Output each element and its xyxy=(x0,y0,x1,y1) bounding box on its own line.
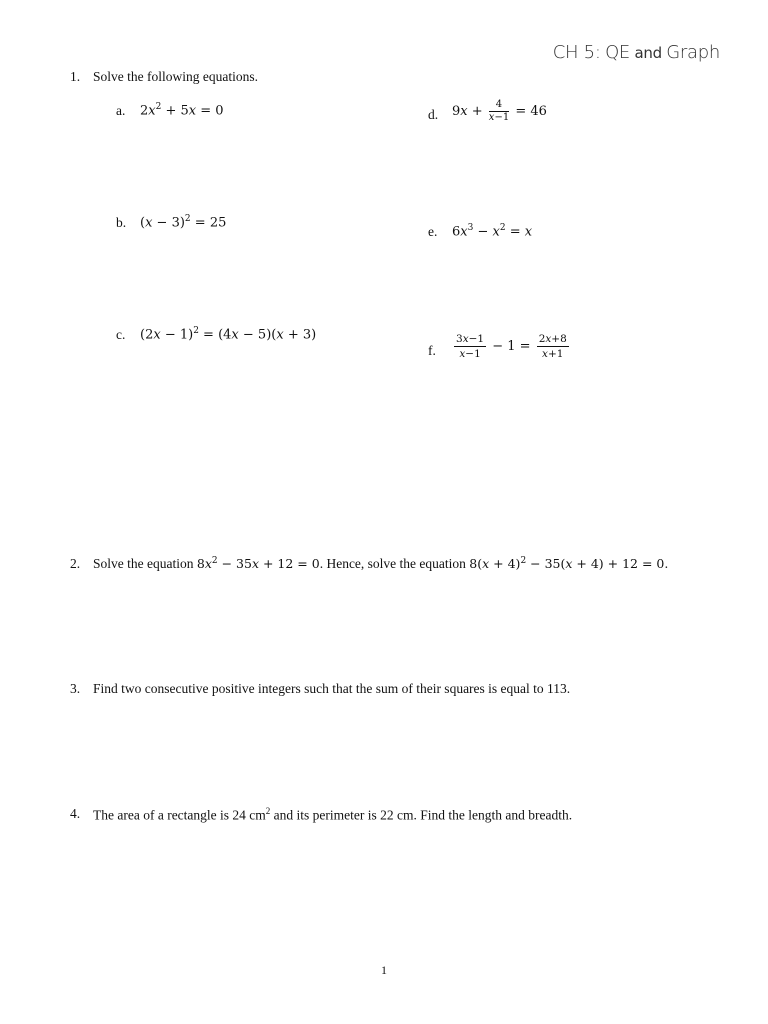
header-graph: Graph xyxy=(666,42,720,63)
q1c-label: c. xyxy=(116,327,126,342)
q2-text-b: . Hence, solve the equation xyxy=(319,556,466,572)
q2-number: 2. xyxy=(70,556,81,571)
q2-text xyxy=(93,556,668,572)
q1b-equation: $(x - 3)^2 = 25$ xyxy=(140,214,227,231)
q4-text-a: The area of a rectangle is 24 cm xyxy=(93,807,266,823)
chapter-header xyxy=(553,42,720,63)
q1d-equation: 9x + $\frac{4}{x-1}$ = 46 xyxy=(452,99,547,123)
q4-number: 4. xyxy=(70,806,81,821)
q1a-label: a. xyxy=(116,103,126,118)
q1d-label: d. xyxy=(428,107,439,122)
q2-equation-2: $8(x + 4)^2 - 35(x + 4) + 12 = 0$. xyxy=(469,556,669,572)
q1f-label: f. xyxy=(428,343,436,358)
q1-number: 1. xyxy=(70,69,81,84)
q1-text: Solve the following equations. xyxy=(93,69,258,84)
q2-text-a: Solve the equation xyxy=(93,556,194,572)
header-and: and xyxy=(634,44,662,62)
header-qe: QE xyxy=(605,42,631,63)
q2-equation-1: $8x^2 - 35x + 12 = 0$ xyxy=(196,556,320,572)
q4-text xyxy=(93,806,572,824)
page-number: 1 xyxy=(381,963,387,977)
q4-text-b: and its perimeter is 22 cm. Find the length and breadth. xyxy=(270,807,573,823)
header-chapter: CH 5: xyxy=(552,42,601,63)
q3-text: Find two consecutive positive integers such that the sum of their squares is equal to 113. xyxy=(93,681,571,696)
q4-superscript: 2 xyxy=(265,806,271,816)
q1a-equation: $2x^2 + 5x = 0$ xyxy=(140,102,224,119)
q1b-label: b. xyxy=(116,215,127,230)
q1e-label: e. xyxy=(428,224,438,239)
q3-number: 3. xyxy=(70,681,81,696)
q1e-equation: $6x^3 - x^2 = x$ xyxy=(452,223,533,240)
q1f-equation: $\frac{3x-1}{x-1}$ − 1 = $\frac{2x+8}{x+1}$ xyxy=(456,333,567,360)
q1c-equation: $(2x - 1)^2 = (4x - 5)(x + 3)$ xyxy=(140,326,317,343)
